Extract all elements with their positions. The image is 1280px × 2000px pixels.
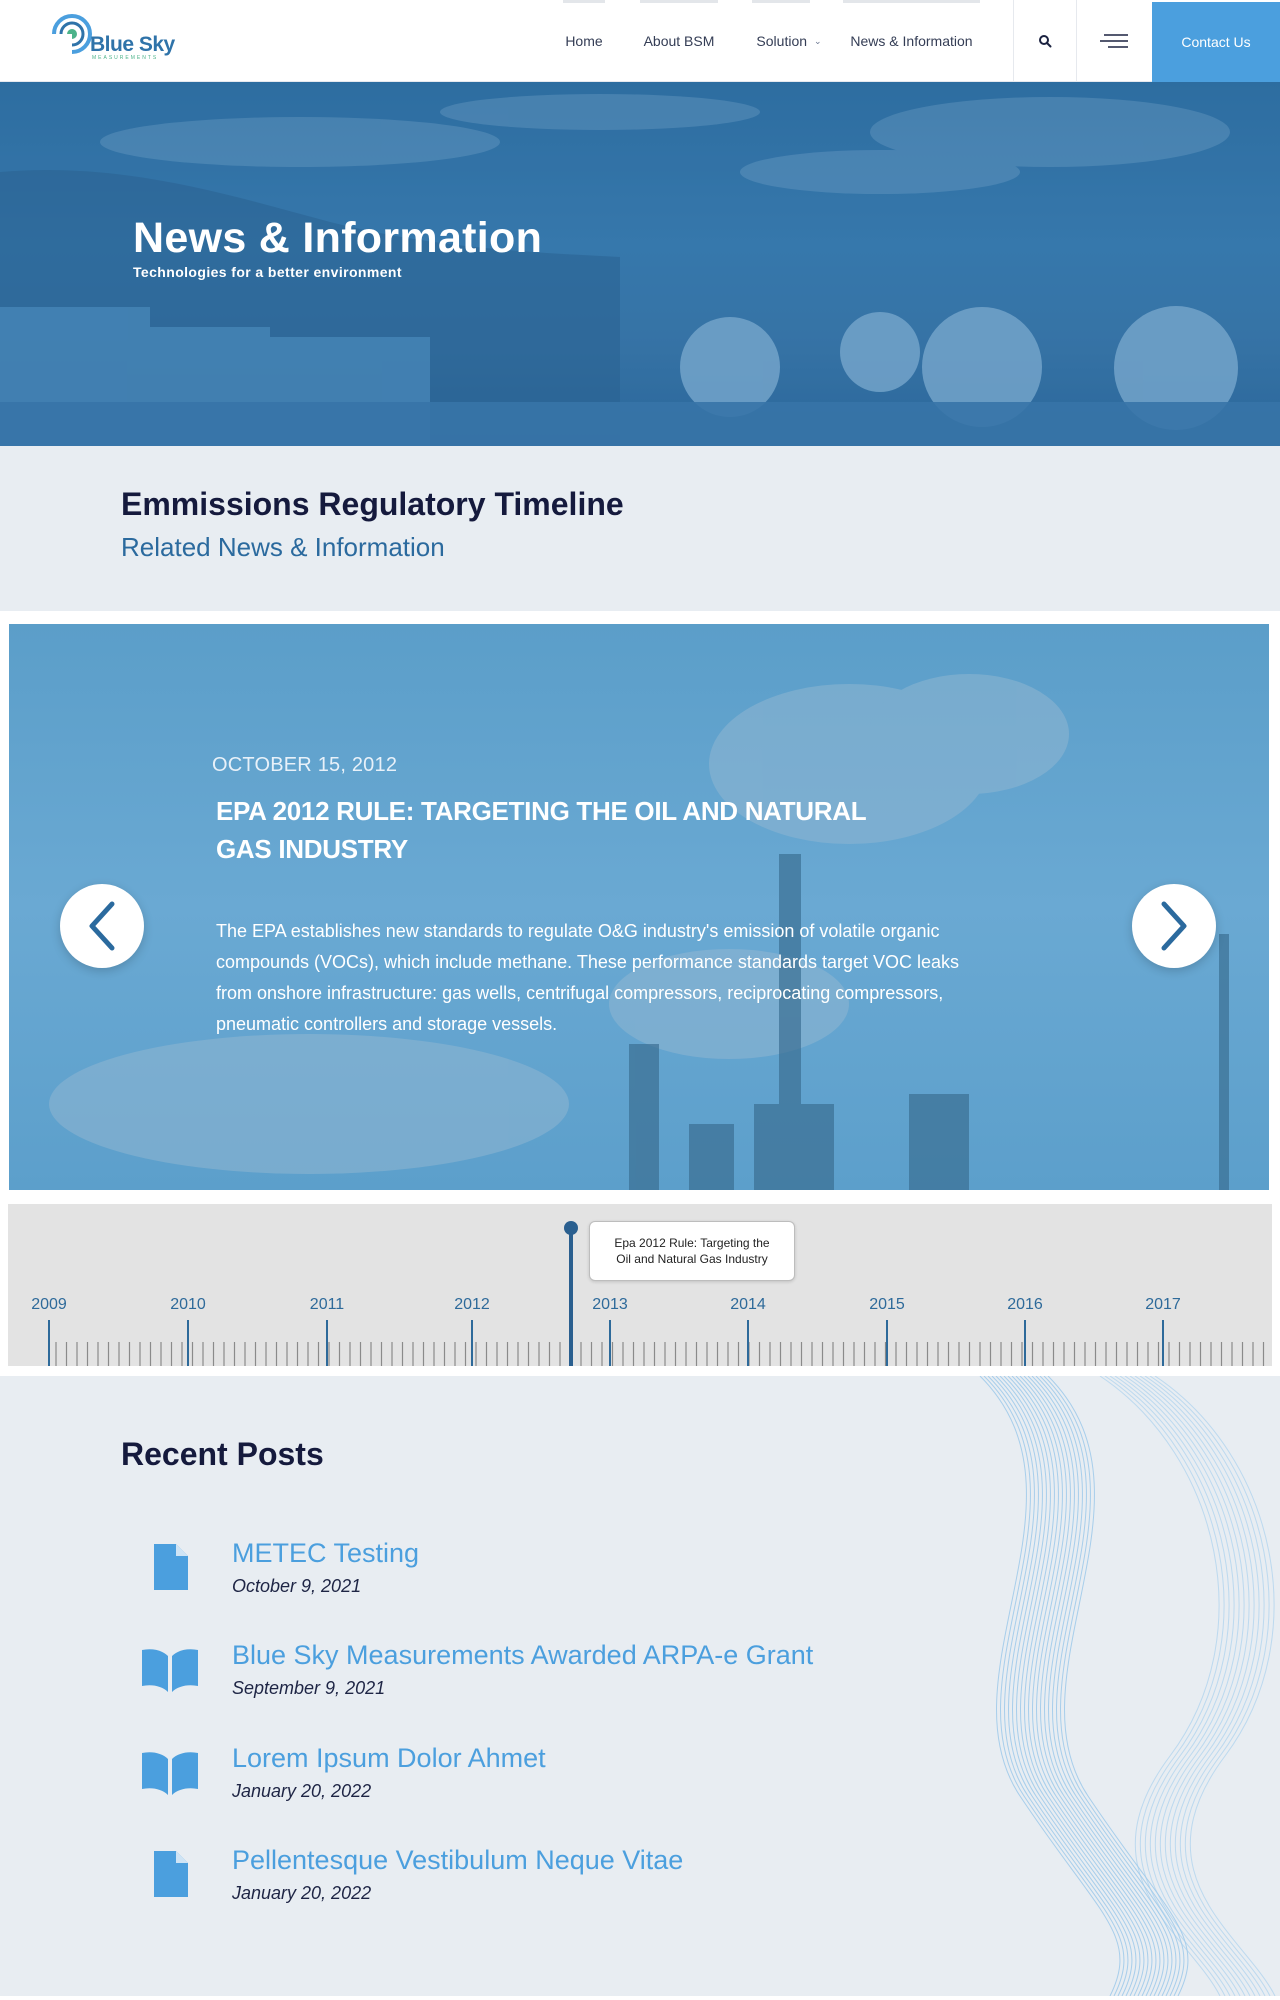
nav-news[interactable] [843, 0, 980, 82]
nav-about-label: About BSM [643, 33, 715, 49]
timeline-year-label[interactable]: 2012 [454, 1296, 490, 1313]
post-title[interactable]: Blue Sky Measurements Awarded ARPA-e Grant [232, 1640, 814, 1670]
slide-background-image [9, 624, 1269, 1190]
wave-line [1115, 1376, 1235, 1996]
post-date: October 9, 2021 [232, 1576, 362, 1596]
nav-indicator [563, 0, 605, 3]
chevron-left-icon [87, 901, 117, 951]
post-title[interactable]: Pellentesque Vestibulum Neque Vitae [232, 1845, 684, 1875]
post-date: September 9, 2021 [232, 1678, 386, 1698]
slide-title: EPA 2012 RULE: TARGETING THE OIL AND NATURAL GAS INDUSTRY [216, 796, 866, 864]
document-icon [140, 1542, 200, 1592]
chevron-down-icon: ⌄ [814, 35, 822, 46]
wave-line [1120, 1376, 1240, 1996]
timeline-year-label[interactable]: 2011 [309, 1296, 345, 1313]
section-subtitle: Related News & Information [121, 532, 445, 562]
post-title[interactable]: Lorem Ipsum Dolor Ahmet [232, 1743, 546, 1773]
timeline-year-label[interactable]: 2017 [1145, 1296, 1181, 1313]
hero-title: News & Information [133, 214, 543, 262]
nav-news-label: News & Information [850, 33, 973, 49]
search-icon [1038, 34, 1052, 48]
section-title: Emmissions Regulatory Timeline [121, 486, 624, 522]
hero-banner [0, 82, 1280, 446]
decorative-waves [960, 1376, 1280, 1996]
timeline-tooltip [589, 1221, 795, 1281]
nav-solution[interactable] [752, 0, 826, 82]
nav-home-label: Home [565, 33, 603, 49]
hero-subtitle: Technologies for a better environment [133, 264, 402, 280]
timeline-year-label[interactable]: 2013 [592, 1296, 628, 1313]
timeline-scrubber[interactable] [8, 1204, 1272, 1366]
site-header [0, 0, 1280, 82]
timeline-year-label[interactable]: 2015 [869, 1296, 905, 1313]
hamburger-icon [1100, 33, 1130, 49]
recent-posts [0, 1376, 1280, 1996]
timeline-marker-handle[interactable] [564, 1221, 578, 1235]
chevron-right-icon [1159, 901, 1189, 951]
nav-indicator [640, 0, 718, 3]
tooltip-line-2: Oil and Natural Gas Industry [616, 1252, 768, 1266]
timeline-year-label[interactable]: 2014 [730, 1296, 766, 1313]
recent-posts-title: Recent Posts [121, 1436, 324, 1472]
wave-line [1000, 1376, 1140, 1996]
book-icon [140, 1747, 200, 1797]
slide-date: OCTOBER 15, 2012 [212, 754, 398, 776]
nav-solution-label: Solution [756, 33, 808, 49]
nav-home[interactable] [563, 0, 605, 82]
post-date: January 20, 2022 [232, 1781, 372, 1801]
wave-line [1125, 1376, 1245, 1996]
timeline-section-header [0, 446, 1280, 611]
brand-name: Blue Sky [90, 33, 175, 56]
hamburger-menu-button[interactable] [1077, 0, 1152, 82]
timeline-slide [9, 624, 1269, 1190]
post-title[interactable]: METEC Testing [232, 1538, 420, 1568]
document-icon [140, 1849, 200, 1899]
tooltip-line-1: Epa 2012 Rule: Targeting the [614, 1236, 770, 1250]
timeline-year-label[interactable]: 2009 [31, 1296, 67, 1313]
slide-next-button[interactable] [1132, 884, 1216, 968]
timeline-year-label[interactable]: 2016 [1007, 1296, 1043, 1313]
nav-indicator [752, 0, 810, 3]
timeline-year-label[interactable]: 2010 [170, 1296, 206, 1313]
slide-body: The EPA establishes new standards to regulate O&G industry's emission of volatile organic compounds (VOCs), which include methane. These performance standards target VOC leaks from onshore infrastructure: gas wells, centrifugal compressors, reciprocating compressors, pneumatic controllers and storage vessels. [216, 921, 960, 1034]
brand-tagline: MEASUREMENTS [92, 55, 159, 61]
nav-indicator [843, 0, 980, 3]
nav-about[interactable] [640, 0, 718, 82]
contact-us-button[interactable]: Contact Us [1152, 2, 1280, 82]
search-button[interactable] [1013, 0, 1077, 82]
post-date: January 20, 2022 [232, 1883, 372, 1903]
slide-prev-button[interactable] [60, 884, 144, 968]
book-icon [140, 1644, 200, 1694]
